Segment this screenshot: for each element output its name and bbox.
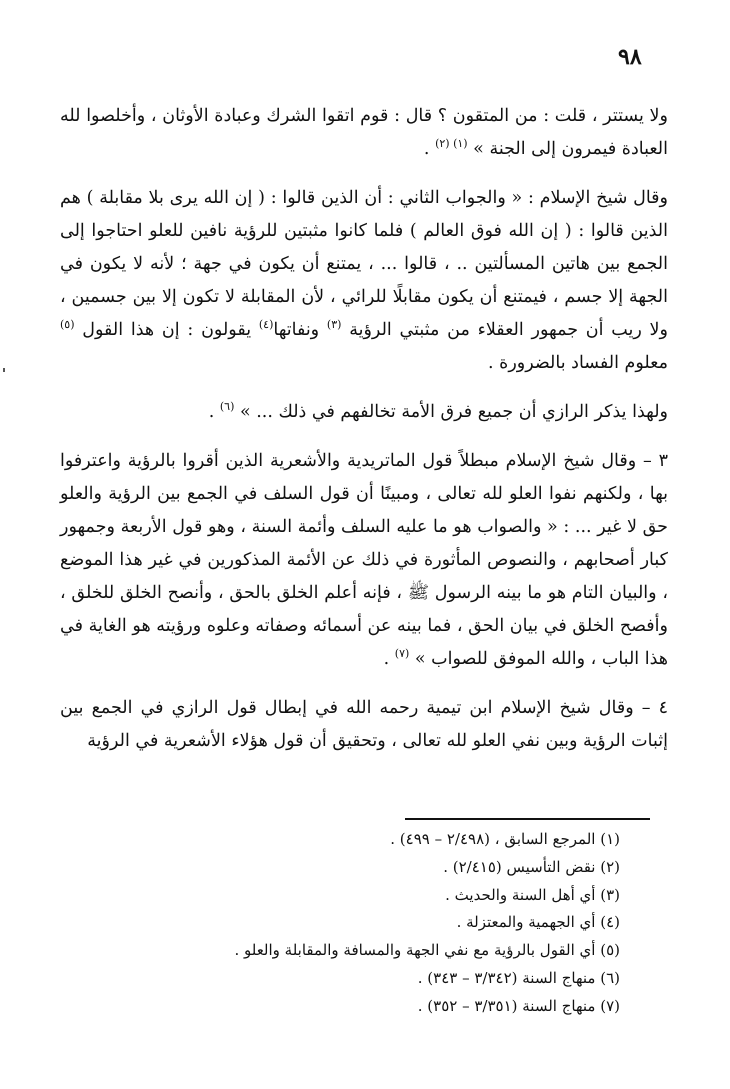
paragraph-1-text: ولا يستتر ، قلت : من المتقون ؟ قال : قوم اتقوا الشرك وعبادة الأوثان ، وأخلصوا لله العبادة فيمرون إلى الجنة » [60, 106, 668, 159]
paragraph-5 [60, 692, 668, 758]
footnote-item: (٢) نقض التأسيس (٢/٤١٥) . [443, 857, 620, 876]
footnote-item: (٣) أي أهل السنة والحديث . [445, 885, 620, 904]
paragraph-4 [60, 445, 668, 676]
footnote-item: (٥) أي القول بالرؤية مع نفي الجهة والمسافة والمقابلة والعلو . [234, 941, 620, 960]
footnote-ref: (٣) [326, 318, 342, 332]
paragraph-2-mid: ونفاتها [273, 320, 327, 340]
footnote-item: (٧) منهاج السنة (٣/٣٥١ – ٣٥٢) . [417, 996, 620, 1015]
paragraph-1 [60, 100, 668, 166]
page-number: ٩٨ [618, 44, 642, 70]
paragraph-3 [60, 396, 668, 429]
footnote-ref: (٥) [60, 318, 75, 332]
scan-artifact [3, 368, 5, 372]
footnote-ref: (٦) [219, 400, 235, 414]
paragraph-2-mid2: يقولون : إن هذا القول [82, 320, 259, 340]
footnote-item: (٤) أي الجهمية والمعتزلة . [456, 913, 620, 932]
paragraph-1-tail: . [423, 139, 436, 159]
footnotes [160, 826, 620, 1021]
footnote-ref: (٤) [258, 318, 274, 332]
paragraph-2-text: وقال شيخ الإسلام : « والجواب الثاني : أن الذين قالوا : ( إن الله يرى بلا مقابلة ) هم الذين قالوا : ( إن الله فوق العالم ) فلما كانوا مثبتين للرؤية نافين للعلو احتاجوا إلى الجمع بين هاتين المسألتين .. ، قالوا ... ، يمتنع أن يكون في جهة ؛ لأنه لا يكون في الجهة إلا جسم ، فيمتنع أن يكون مقابلًا للرائي ، لأن المقابلة لا تكون إلا بين جسمين ، ولا ريب أن جمهور العقلاء من مثبتي الرؤية [60, 188, 668, 340]
paragraph-3-tail: . [208, 402, 220, 422]
paragraph-3-text: ولهذا يذكر الرازي أن جميع فرق الأمة تخالفهم في ذلك ... » [239, 402, 668, 422]
paragraph-2-tail: معلوم الفساد بالضرورة . [488, 353, 668, 373]
body-text [60, 100, 668, 758]
paragraph-4-text: ٣ – وقال شيخ الإسلام مبطلاً قول الماتريدية والأشعرية الذين أقروا بالرؤية واعترفوا بها ، ولكنهم نفوا العلو لله تعالى ، ومبينًا أن قول السلف في الجمع بين الرؤية والعلو حق لا غير ... : « والصواب هو ما عليه السلف وأئمة السنة ، وهو قول الأربعة وجمهور كبار أصحابهم ، والنصوص المأثورة في ذلك عن الأئمة المذكورين في غير هذا الموضع ، والبيان التام هو ما بينه الرسول ﷺ ، فإنه أعلم الخلق بالحق ، وأنصح الخلق للخلق ، وأفصح الخلق في بيان الحق ، فما بينه عن أسمائه وصفاته وعلوه ورؤيته هو الغاية في هذا الباب ، والله الموفق للصواب » [60, 451, 668, 669]
footnote-ref: (١) (٢) [435, 137, 468, 151]
footnote-divider [405, 818, 650, 820]
footnote-ref: (٧) [394, 647, 410, 661]
footnote-item: (١) المرجع السابق ، (٢/٤٩٨ – ٤٩٩) . [390, 830, 620, 848]
paragraph-2 [60, 182, 668, 380]
footnote-item: (٦) منهاج السنة (٣/٣٤٢ – ٣٤٣) . [417, 968, 620, 987]
paragraph-4-tail: . [383, 649, 395, 669]
paragraph-5-text: ٤ – وقال شيخ الإسلام ابن تيمية رحمه الله في إبطال قول الرازي في الجمع بين إثبات الرؤية وبين نفي العلو لله تعالى ، وتحقيق أن قول هؤلاء الأشعرية في الرؤية [60, 698, 668, 751]
